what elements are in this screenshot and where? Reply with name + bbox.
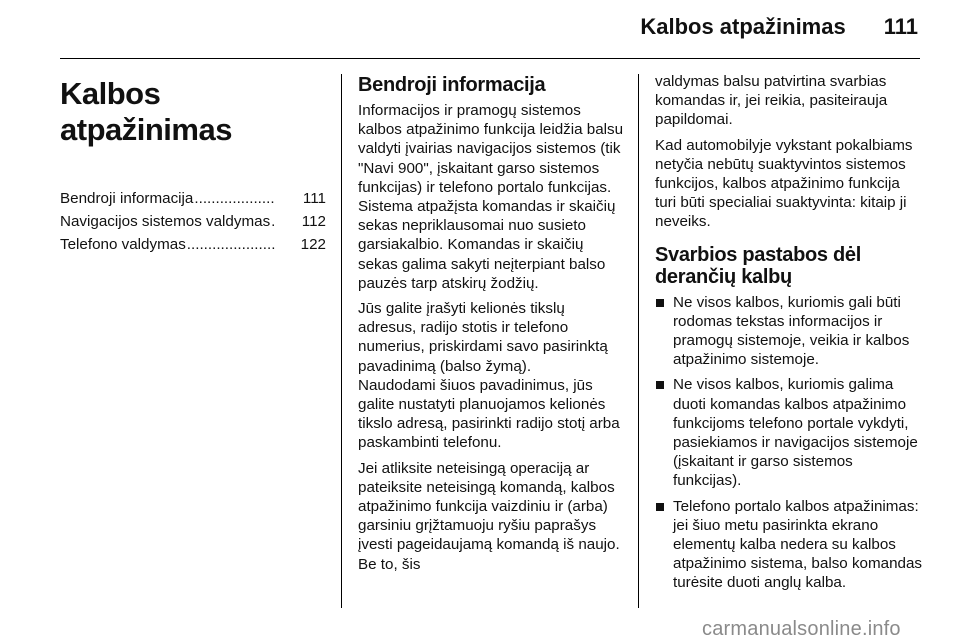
paragraph: Kad automobilyje vykstant pokalbiams netyčia nebūtų suaktyvintos sistemos funkcijos, kalbos atpažinimo funkcija turi būti specialiai suaktyvinta: kitaip ji neveiks. bbox=[655, 136, 913, 231]
running-header bbox=[640, 14, 918, 40]
toc-entry-leader: . bbox=[271, 213, 276, 231]
toc-entry-page: 111 bbox=[302, 190, 326, 207]
bullet-list bbox=[655, 293, 925, 593]
list-item bbox=[655, 293, 925, 370]
list-item-text: Ne visos kalbos, kuriomis galima duoti komandas kalbos atpažinimo funkcijoms telefono portale vykdyti, pasiekiamos ir navigacijos sistemoje (įskaitant ir garso sistemos funkcijas). bbox=[673, 376, 918, 490]
column-divider-right bbox=[638, 74, 639, 608]
paragraph: Jūs galite įrašyti kelionės tikslų adresus, radijo stotis ir telefono numerius, priskirdami savo pasirinktą pavadinimą (balso žymą). bbox=[358, 300, 608, 375]
square-bullet-icon bbox=[656, 503, 664, 511]
toc-entry-label: Bendroji informacija bbox=[60, 190, 194, 207]
paragraph: Informacijos ir pramogų sistemos kalbos atpažinimo funkcija leidžia balsu valdyti įvairias navigacijos sistemos (tik "Navi 900", įskaitant garso sistemos funkcijas) ir telefono portalo funkcijas. Sistema atpažįsta komandas ir skaičių sekas nepriklausomai nuo susieto garsiakalbio. Komandas ir skaičių sekas galima sakyti neįterpiant balso pauzės tarp atskirų žodžių. bbox=[358, 102, 624, 292]
toc-entry-label: Navigacijos sistemos valdymas bbox=[60, 213, 271, 231]
list-item-text: Telefono portalo kalbos atpažinimas: jei šiuo metu pasirinkta ekrano elementų kalba nedera su kalbos atpažinimo sistema, balso komandas turėsite duoti anglų kalba. bbox=[673, 497, 923, 592]
toc-entry-page: 122 bbox=[300, 236, 326, 254]
toc-entry-navigation[interactable] bbox=[60, 212, 326, 231]
table-of-contents bbox=[60, 189, 326, 255]
paragraph: Jei atliksite neteisingą operaciją ar pateiksite neteisingą komandą, kalbos atpažinimo funkcija vaizdiniu ir (arba) garsiniu grįžtamuoju ryšiu paprašys įvesti pageidaujamą komandą iš naujo. Be to, šis bbox=[358, 459, 620, 573]
paragraph: valdymas balsu patvirtina svarbias komandas ir, jei reikia, pasiteirauja papildomai. bbox=[655, 73, 888, 129]
section-title-languages: Svarbios pastabos dėl derančių kalbų bbox=[655, 243, 861, 288]
toc-entry-phone[interactable] bbox=[60, 235, 326, 254]
list-item bbox=[655, 375, 925, 490]
watermark: carmanualsonline.info bbox=[702, 618, 901, 640]
left-column bbox=[60, 72, 326, 259]
column-divider-left bbox=[341, 74, 342, 608]
section-title-general: Bendroji informacija bbox=[358, 74, 546, 96]
paragraph: Naudodami šiuos pavadinimus, jūs galite nustatyti planuojamos kelionės tikslo adresą, pasirinkti radijo stotį arba paskambinti telefonu. bbox=[358, 376, 620, 452]
chapter-title: Kalbos atpažinimas bbox=[60, 76, 232, 147]
page-number: 111 bbox=[883, 14, 918, 39]
running-header-title: Kalbos atpažinimas bbox=[640, 14, 846, 39]
toc-entry-label: Telefono valdymas bbox=[60, 236, 186, 254]
list-item bbox=[655, 497, 925, 593]
toc-entry-leader: ................... bbox=[194, 190, 275, 207]
list-item-text: Ne visos kalbos, kuriomis gali būti rodomas tekstas informacijos ir pramogų sistemoje, veikia ir kalbos atpažinimo sistemoje. bbox=[673, 293, 910, 369]
square-bullet-icon bbox=[656, 381, 664, 389]
toc-entry-leader: ..................... bbox=[186, 236, 276, 254]
toc-entry-general[interactable] bbox=[60, 189, 326, 208]
toc-entry-page: 112 bbox=[301, 213, 326, 231]
header-rule bbox=[60, 58, 920, 59]
right-column bbox=[655, 72, 925, 599]
middle-column bbox=[358, 72, 626, 580]
square-bullet-icon bbox=[656, 299, 664, 307]
